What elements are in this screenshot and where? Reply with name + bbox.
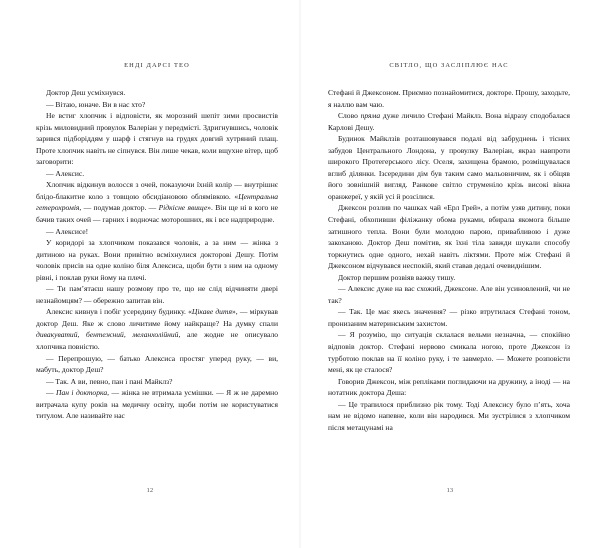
text-run: , — подумав доктор. — [79, 203, 159, 213]
italic-run: прямa [360, 111, 381, 121]
paragraph: — Я розумію, що ситуація склалася вельми незначна, — спокійно відповів доктор. Стефані нервово смикала ногою, проте Джексон із турботою поклав на її коліно руку, і те завмерло. — Можете розповісти мені, як це сталося? [328, 330, 570, 375]
text-run: — [46, 388, 56, 398]
paragraph: — Вітаю, юначе. Ви в нас хто? [46, 99, 146, 109]
italic-run: дивакуватий, бентежний, меланхолійний [36, 330, 179, 340]
paragraph: — Алексис. [46, 168, 85, 178]
paragraph [36, 179, 278, 225]
right-page [300, 0, 600, 548]
text-run: Хлопчик відкинув волосся з очей, показуючи їхній колір — внутрішнє блідо-блакитне коло з товщою обсидіановою облямівкою. « [36, 180, 278, 201]
paragraph: — Це трапилося приблизно рік тому. Тоді Алексису було п’ять, хоча нам не відомо напевне, коли він народився. Ми зустрілися з хлопчиком після метацунамі на [328, 399, 570, 432]
paragraph: Доктор першим розвіяв важку тишу. [338, 272, 456, 282]
paragraph: — Ти пам’ятаєш нашу розмову про те, що не слід відчиняти двері незнайомцям? — обережно запитав він. [36, 284, 278, 305]
running-head-author: ЕНДІ ДАРСІ ТЕО [124, 62, 190, 69]
text-run: , але жодне не описувало хлопчика повністю. [36, 330, 278, 352]
text-run: », — міркував доктор Деш. Яке ж слово личитиме йому найкраще? На думку спали [36, 307, 278, 328]
page-number-left: 12 [146, 487, 154, 494]
text-run: Слово [338, 111, 361, 121]
text-run: дуже личило Стефані Майклз. Вона відразу сподобалася Карлові Дешу. [328, 111, 570, 132]
paragraph: Стефані й Джексоном. Приємно познайомитися, докторе. Прошу, заходьте, я наллю вам чаю. [328, 88, 570, 109]
paragraph [36, 306, 278, 352]
text-run: , — жінка не втримала усмішки. — Я ж не даремно витрачала купу років на медичну освіту, щоби потім не користуватися титулом. Але називайте нас [36, 388, 278, 421]
paragraph: — Перепрошую, — батько Алексиса простяг уперед руку, — ви, мабуть, доктор Деш? [36, 353, 278, 375]
right-page-body [328, 87, 570, 433]
paragraph: — Алексис дуже на вас схожий, Джексоне. Але він усиновлений, чи не так? [328, 284, 570, 305]
paragraph: Говорив Джексон, між репліками поглидаючи на дружину, а іноді — на нотатник доктора Деша: [328, 376, 570, 398]
italic-run: Центральна гетерохромія [36, 191, 278, 213]
paragraph: — Так. А ви, певно, пан і пані Майклз? [46, 376, 173, 386]
running-head-title: СВІТЛО, ЩО ЗАСЛІПЛЮЄ НАС [389, 62, 509, 69]
text-run: Алексис кивнув і побіг усередину будинку. « [46, 307, 192, 317]
paragraph: — Алексисе! [46, 226, 89, 236]
paragraph: Доктор Деш усміхнувся. [46, 88, 126, 97]
italic-run: Рідкісне явище [158, 203, 208, 213]
paragraph: У коридорі за хлопчиком показався чоловік, а за ним — жінка з дитиною на руках. Вони привітно всміхнулися докторові Дешу. Потім чоловік присів на одне коліно біля Алексиса, щоби бути з ним на одному рівні, і поклав руки йому на плечі. [36, 238, 278, 282]
paragraph [328, 110, 570, 133]
page-number-right: 13 [446, 487, 454, 494]
left-page-body [36, 87, 278, 422]
paragraph: Джексон розлив по чашках чай «Ерл Грей», а потім узяв дитину, поки Стефані, обхопивши філіжанку обома руками, вбирала якомога більше затишного тепла. Вони були молодою парою, привабливою і дуже закоханою. Доктор Деш помітив, як їхні тіла завжди шукали способу торкнутись одне одного, нехай навіть ліктями. Проте між Стефані й Джексоном відчувався неспокій, який ставав дедалі очевиднішим. [328, 203, 570, 271]
paragraph [36, 387, 278, 422]
paragraph: Не встиг хлопчик і відповісти, як морозний шепіт зими просвистів крізь миловидний провулок Валеріан у передмісті. Здригнувшись, чоловік зарився підборіддям у шарф і стягнув на грудях довгий хутряний плащ. Проте хлопчик навіть не сіпнувся. Він лише чекав, коли вщухне вітер, щоб заговорити: [36, 111, 278, 167]
italic-run: Цікаве дитя [191, 307, 233, 317]
paragraph: — Так. Це має якесь значення? — різко втрутилася Стефані тоном, пронизаним материнським захистом. [328, 307, 570, 328]
text-run: ». Він ще ні в кого не бачив таких очей — гарних і водночас моторошних, як і все надприродне. [36, 203, 279, 225]
italic-run: Пан і докторка [56, 388, 108, 398]
paragraph: Будинок Майклзів розташовувався подалі від забруднень і тісних забудов Центрального Лондона, у провулку Валеріан, якраз навпроти широкого Протегерського лісу. Оселя, захищена брамою, розміщувалася вглиб ділянки. Ізсередини дім був таким само мальовничим, як і обіцяв його зовнішній вигляд. Ранкове світло струменіло крізь високі вікна оранжереї, у якій усі й розсілися. [328, 134, 570, 201]
